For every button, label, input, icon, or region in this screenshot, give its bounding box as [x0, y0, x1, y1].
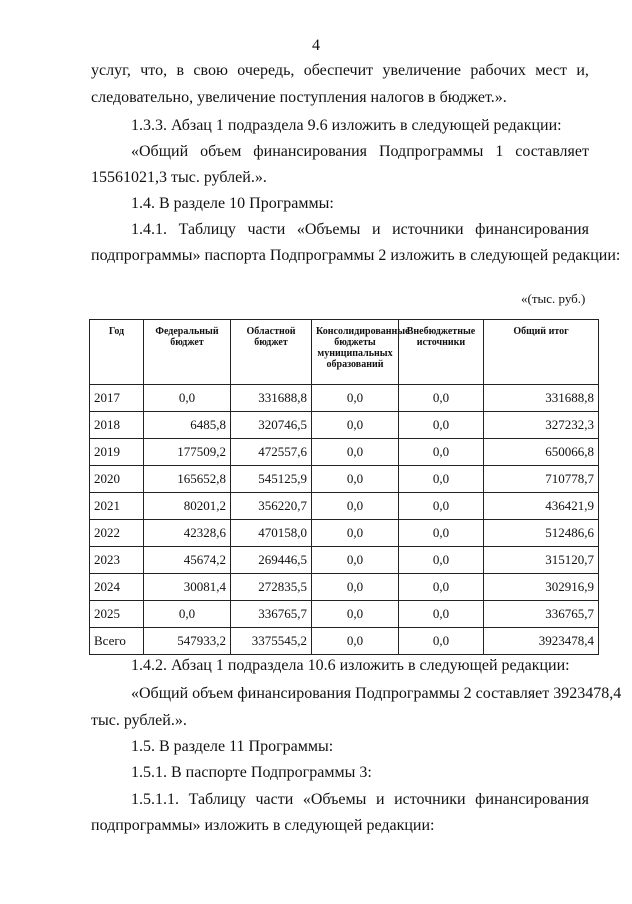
cell-extra: 0,0 — [399, 385, 484, 412]
cell-total: 315120,7 — [484, 547, 599, 574]
cell-regional: 336765,7 — [231, 601, 312, 628]
table-header-row — [90, 320, 599, 385]
paragraph-5-line-2: подпрограммы» паспорта Подпрограммы 2 изложить в следующей редакции: — [91, 247, 621, 264]
word: источники — [394, 791, 466, 808]
header-extra-budgetary: Внебюджетные источники — [399, 320, 484, 385]
cell-extra: 0,0 — [399, 547, 484, 574]
cell-total: 710778,7 — [484, 466, 599, 493]
cell-regional: 320746,5 — [231, 412, 312, 439]
cell-regional: 470158,0 — [231, 520, 312, 547]
cell-federal: 30081,4 — [144, 574, 231, 601]
cell-total: 331688,8 — [484, 385, 599, 412]
cell-year: 2018 — [90, 412, 144, 439]
word: Подпрограммы — [378, 143, 484, 160]
cell-federal: 165652,8 — [144, 466, 231, 493]
cell-total: 327232,3 — [484, 412, 599, 439]
word: 1.5.1.1. — [131, 791, 179, 808]
page-number: 4 — [312, 37, 320, 54]
word: «Объемы — [302, 791, 367, 808]
cell-municipal: 0,0 — [312, 574, 399, 601]
paragraph-1-line-1 — [91, 61, 589, 81]
cell-regional: 545125,9 — [231, 466, 312, 493]
cell-regional: 356220,7 — [231, 493, 312, 520]
word: обеспечит — [303, 62, 374, 79]
cell-year: 2024 — [90, 574, 144, 601]
word: источники — [392, 221, 464, 238]
cell-extra: 0,0 — [399, 520, 484, 547]
table-row — [90, 547, 599, 574]
cell-regional: 272835,5 — [231, 574, 312, 601]
table-row — [90, 601, 599, 628]
word: объем — [200, 143, 242, 160]
header-year: Год — [90, 320, 144, 385]
paragraph-8: 1.5. В разделе 11 Программы: — [131, 738, 334, 755]
word: части — [255, 791, 294, 808]
word: финансирования — [253, 143, 368, 160]
cell-regional: 331688,8 — [231, 385, 312, 412]
cell-federal: 6485,8 — [144, 412, 231, 439]
cell-federal: 0,0 — [144, 385, 231, 412]
word: составляет — [515, 143, 589, 160]
paragraph-10-line-2: подпрограммы» изложить в следующей редакции: — [91, 817, 435, 834]
table-row — [90, 385, 599, 412]
word: и, — [576, 62, 589, 79]
paragraph-2: 1.3.3. Абзац 1 подраздела 9.6 изложить в следующей редакции: — [131, 117, 562, 134]
cell-year: Всего — [90, 628, 144, 655]
word: финансирования — [475, 791, 589, 808]
cell-municipal: 0,0 — [312, 628, 399, 655]
cell-extra: 0,0 — [399, 439, 484, 466]
cell-year: 2023 — [90, 547, 144, 574]
table-row — [90, 439, 599, 466]
table-row — [90, 493, 599, 520]
word: «Общий — [131, 143, 189, 160]
paragraph-9: 1.5.1. В паспорте Подпрограммы 3: — [131, 764, 372, 781]
cell-federal: 45674,2 — [144, 547, 231, 574]
cell-year: 2019 — [90, 439, 144, 466]
header-regional-budget: Областной бюджет — [231, 320, 312, 385]
cell-extra: 0,0 — [399, 574, 484, 601]
word: очередь, — [237, 62, 295, 79]
table-row — [90, 574, 599, 601]
cell-year: 2021 — [90, 493, 144, 520]
word: и — [375, 791, 385, 808]
paragraph-6: 1.4.2. Абзац 1 подраздела 10.6 изложить в следующей редакции: — [131, 657, 570, 674]
cell-municipal: 0,0 — [312, 493, 399, 520]
cell-federal: 42328,6 — [144, 520, 231, 547]
cell-federal: 547933,2 — [144, 628, 231, 655]
cell-extra: 0,0 — [399, 493, 484, 520]
table-row — [90, 466, 599, 493]
cell-year: 2025 — [90, 601, 144, 628]
word: услуг, — [91, 62, 131, 79]
cell-regional: 269446,5 — [231, 547, 312, 574]
word: «Объемы — [296, 221, 361, 238]
word: мест — [535, 62, 567, 79]
word: Таблицу — [188, 791, 246, 808]
cell-total: 336765,7 — [484, 601, 599, 628]
cell-extra: 0,0 — [399, 601, 484, 628]
cell-total: 3923478,4 — [484, 628, 599, 655]
paragraph-5-line-1 — [131, 220, 589, 240]
cell-extra: 0,0 — [399, 628, 484, 655]
cell-municipal: 0,0 — [312, 385, 399, 412]
cell-municipal: 0,0 — [312, 466, 399, 493]
table-row — [90, 412, 599, 439]
header-total: Общий итог — [484, 320, 599, 385]
paragraph-10-line-1 — [131, 790, 589, 810]
cell-federal: 177509,2 — [144, 439, 231, 466]
cell-municipal: 0,0 — [312, 601, 399, 628]
cell-regional: 3375545,2 — [231, 628, 312, 655]
word: 1.4.1. — [131, 221, 167, 238]
word: рабочих — [470, 62, 526, 79]
word: в — [176, 62, 185, 79]
cell-total: 512486,6 — [484, 520, 599, 547]
word: увеличение — [382, 62, 462, 79]
paragraph-3-line-2: 15561021,3 тыс. рублей.». — [91, 169, 267, 186]
paragraph-7-line-2: тыс. рублей.». — [91, 712, 187, 729]
cell-regional: 472557,6 — [231, 439, 312, 466]
cell-total: 436421,9 — [484, 493, 599, 520]
header-municipal-budgets: Консолидированные бюджеты муниципальных образований — [312, 320, 399, 385]
cell-extra: 0,0 — [399, 466, 484, 493]
cell-total: 650066,8 — [484, 439, 599, 466]
paragraph-7-line-1: «Общий объем финансирования Подпрограммы 2 составляет 3923478,4 — [131, 685, 622, 702]
table-total-row — [90, 628, 599, 655]
word: части — [247, 221, 286, 238]
financing-table — [89, 319, 599, 655]
cell-year: 2017 — [90, 385, 144, 412]
word: финансирования — [475, 221, 589, 238]
word: и — [371, 221, 381, 238]
paragraph-4: 1.4. В разделе 10 Программы: — [131, 195, 334, 212]
cell-municipal: 0,0 — [312, 412, 399, 439]
paragraph-1-line-2: следовательно, увеличение поступления налогов в бюджет.». — [91, 89, 507, 106]
units-label: «(тыс. руб.) — [521, 291, 586, 306]
header-federal-budget: Федеральный бюджет — [144, 320, 231, 385]
cell-year: 2022 — [90, 520, 144, 547]
word: свою — [193, 62, 228, 79]
cell-federal: 80201,2 — [144, 493, 231, 520]
cell-municipal: 0,0 — [312, 547, 399, 574]
paragraph-3-line-1 — [131, 142, 589, 162]
cell-extra: 0,0 — [399, 412, 484, 439]
cell-total: 302916,9 — [484, 574, 599, 601]
word: Таблицу — [178, 221, 236, 238]
cell-municipal: 0,0 — [312, 520, 399, 547]
cell-municipal: 0,0 — [312, 439, 399, 466]
word: 1 — [495, 143, 504, 160]
cell-federal: 0,0 — [144, 601, 231, 628]
word: что, — [140, 62, 168, 79]
cell-year: 2020 — [90, 466, 144, 493]
table-row — [90, 520, 599, 547]
